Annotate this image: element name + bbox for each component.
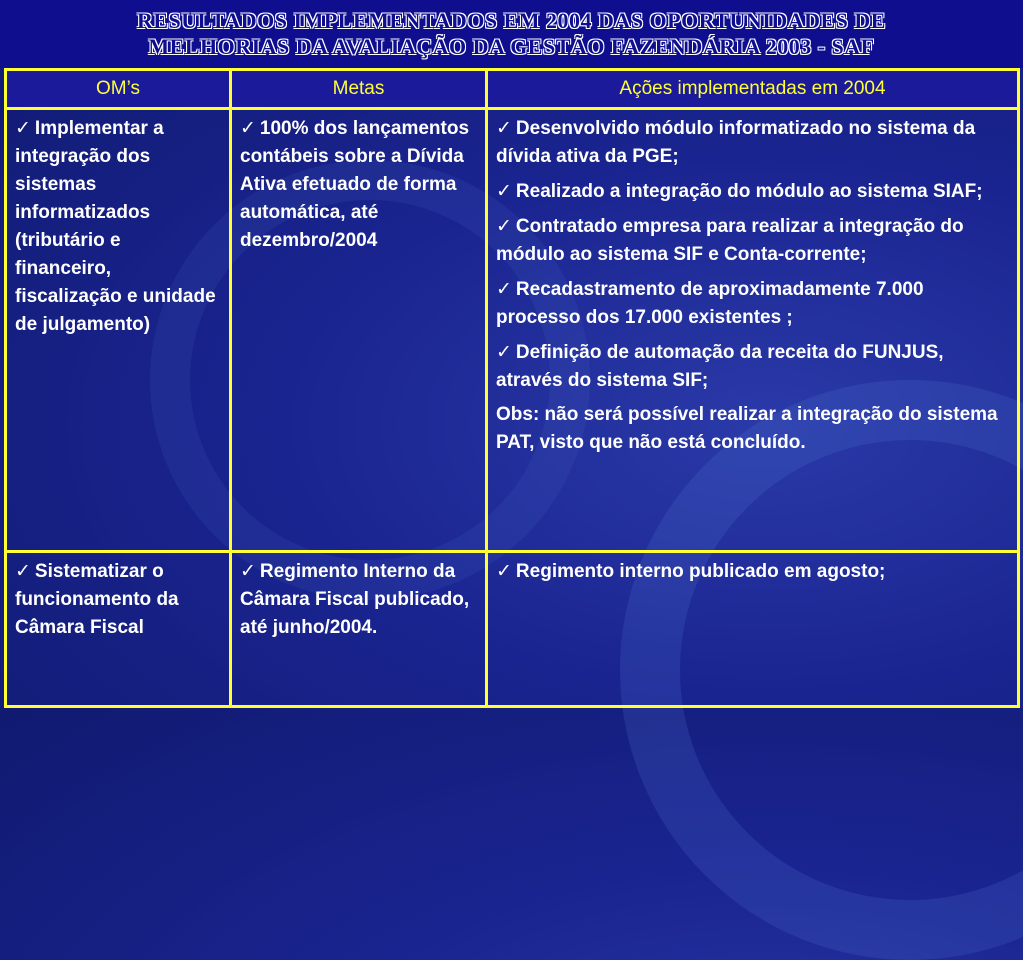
list-item — [496, 275, 1009, 332]
acoes-cell — [487, 552, 1019, 707]
meta-cell — [231, 109, 487, 552]
list-item — [496, 114, 1009, 171]
om-cell — [6, 552, 231, 707]
list-item — [496, 177, 1009, 206]
table-header-row — [6, 70, 1019, 109]
acao-text: Desenvolvido módulo informatizado no sistema da dívida ativa da PGE; — [496, 118, 976, 167]
obs-note: Obs: não será possível realizar a integração do sistema PAT, visto que não está concluído. — [496, 404, 998, 453]
page-title — [0, 0, 1023, 68]
title-line-2: MELHORIAS DA AVALIAÇÃO DA GESTÃO FAZENDÁRIA 2003 - SAF — [148, 34, 875, 59]
meta-text: Regimento Interno da Câmara Fiscal publicado, até junho/2004. — [240, 561, 470, 638]
checkmark-icon: ✓ — [496, 278, 512, 300]
list-item — [496, 212, 1009, 269]
title-line-1: RESULTADOS IMPLEMENTADOS EM 2004 DAS OPORTUNIDADES DE — [137, 8, 886, 33]
checkmark-icon: ✓ — [240, 560, 256, 582]
acao-text: Regimento interno publicado em agosto; — [515, 561, 886, 582]
om-cell — [6, 109, 231, 552]
checkmark-icon: ✓ — [240, 117, 256, 139]
table-row — [6, 109, 1019, 552]
checkmark-icon: ✓ — [496, 341, 512, 363]
om-text: Implementar a integração dos sistemas informatizados (tributário e financeiro, fiscalização e unidade de julgamento) — [15, 118, 216, 335]
header-metas: Metas — [231, 70, 487, 109]
checkmark-icon: ✓ — [496, 560, 512, 582]
checkmark-icon: ✓ — [15, 117, 31, 139]
acao-text: Contratado empresa para realizar a integração do módulo ao sistema SIF e Conta-corrente; — [496, 216, 964, 265]
acoes-cell — [487, 109, 1019, 552]
meta-cell — [231, 552, 487, 707]
list-item — [496, 557, 1009, 586]
meta-text: 100% dos lançamentos contábeis sobre a Dívida Ativa efetuado de forma automática, até dezembro/2004 — [240, 118, 470, 251]
acao-text: Definição de automação da receita do FUNJUS, através do sistema SIF; — [496, 342, 944, 391]
checkmark-icon: ✓ — [496, 180, 512, 202]
om-text: Sistematizar o funcionamento da Câmara Fiscal — [15, 561, 179, 638]
acao-text: Recadastramento de aproximadamente 7.000 processo dos 17.000 existentes ; — [496, 279, 924, 328]
acao-text: Realizado a integração do módulo ao sistema SIAF; — [515, 181, 983, 202]
checkmark-icon: ✓ — [496, 117, 512, 139]
header-acoes: Ações implementadas em 2004 — [487, 70, 1019, 109]
header-oms: OM’s — [6, 70, 231, 109]
checkmark-icon: ✓ — [496, 215, 512, 237]
checkmark-icon: ✓ — [15, 560, 31, 582]
table-row — [6, 552, 1019, 707]
results-table — [4, 68, 1020, 708]
list-item — [496, 338, 1009, 395]
